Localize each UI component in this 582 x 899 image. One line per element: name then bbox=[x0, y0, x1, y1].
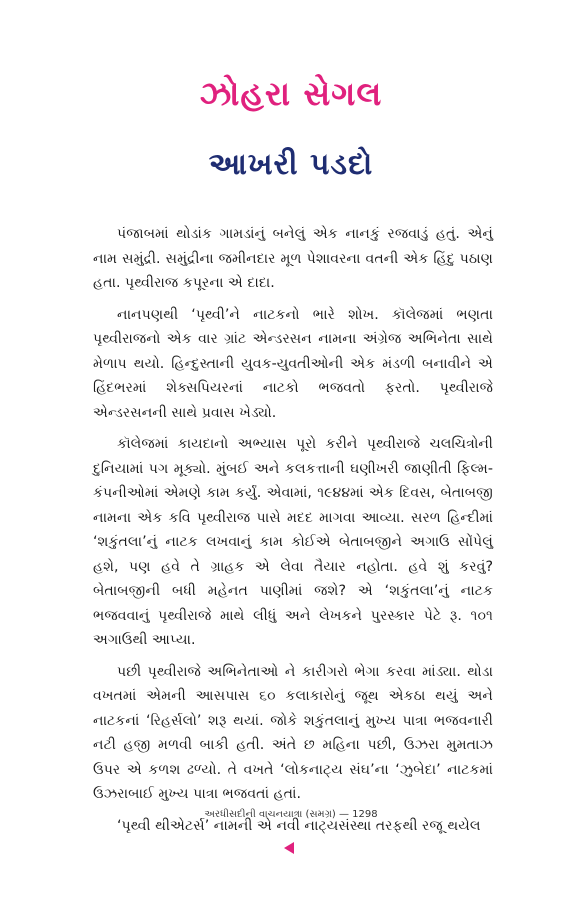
page-footer: અરધીસદીની વાચનયાત્રા (સમગ્ર) — 1298 bbox=[204, 809, 378, 820]
body-text bbox=[93, 222, 493, 845]
paragraph: નાનપણથી ‘પૃથ્વી’ને નાટકનો ભારે શોખ. કૉલેજમાં ભણતા પૃથ્વીરાજનો એક વાર ગ્રાંટ એન્ડરસન નામના અંગ્રેજ અભિનેતા સાથે મેળાપ થયો. હિન્દુસ્તાની યુવક-યુવતીઓની એક મંડળી બનાવીને એ હિંદભરમાં શેક્સપિયરનાં નાટકો ભજવતો ફરતો. પૃથ્વીરાજે એન્ડરસનની સાથે પ્રવાસ ખેડ્યો. bbox=[93, 306, 493, 421]
author-heading: ઝોહરા સેગલ bbox=[199, 74, 383, 113]
chapter-title: આખરી પડદો bbox=[208, 147, 374, 182]
paragraph: કૉલેજમાં કાયદાનો અભ્યાસ પૂરો કરીને પૃથ્વીરાજે ચલચિત્રોની દુનિયામાં પગ મૂક્યો. મુંબઈ અને કલકત્તાની ઘણીખરી જાણીતી ફિલ્મ-કંપનીઓમાં એમણે કામ કર્યું. એવામાં, ૧૯૪૪માં એક દિવસ, બેતાબજી નામના એક કવિ પૃથ્વીરાજ પાસે મદદ માગવા આવ્યા. સરળ હિન્દીમાં ‘શકુંતલા’નું નાટક લખવાનું કામ કોઈએ બેતાબજીને અગાઉ સોંપેલું હશે, પણ હવે તે ગ્રાહક એ લેવા તૈયાર નહોતા. હવે શું કરવું? બેતાબજીની બધી મહેનત પાણીમાં જશે? એ ‘શકુંતલા’નું નાટક ભજવવાનું પૃથ્વીરાજે માથે લીધું અને લેખકને પુરસ્કાર પેટે રૂ. ૧૦૧ અગાઉથી આપ્યા. bbox=[93, 436, 493, 648]
paragraph: ‘પૃથ્વી થીએટર્સ’ નામની એ નવી નાટ્યસંસ્થા તરફથી રજૂ થયેલ bbox=[117, 817, 481, 834]
left-arrow-icon[interactable] bbox=[284, 842, 294, 854]
paragraph: પછી પૃથ્વીરાજે અભિનેતાઓ ને કારીગરો ભેગા કરવા માંડ્યા. થોડા વખતમાં એમની આસપાસ ૬૦ કલાકારોનું જૂથ એકઠા થયું અને નાટકનાં ‘રિહર્સલો’ શરૂ થયાં. જોકે શકુંતલાનું મુખ્ય પાત્રા ભજવનારી નટી હજી મળવી બાકી હતી. અંતે છ મહિના પછી, ઉઝરા મુમતાઝ ઉપર એ કળશ ઢળ્યો. તે વખતે ‘લોકનાટ્ય સંઘ’ના ‘ઝુબેદા’ નાટકમાં ઉઝરાબાઈ મુખ્ય પાત્રા ભજવતાં હતાં. bbox=[93, 663, 493, 802]
paragraph: પંજાબમાં થોડાંક ગામડાંનું બનેલું એક નાનકું રજવાડું હતું. એનું નામ સમુંદ્રી. સમુંદ્રીના જમીનદાર મૂળ પેશાવરના વતની એક હિંદુ પઠાણ હતા. પૃથ્વીરાજ કપૂરના એ દાદા. bbox=[93, 226, 493, 291]
